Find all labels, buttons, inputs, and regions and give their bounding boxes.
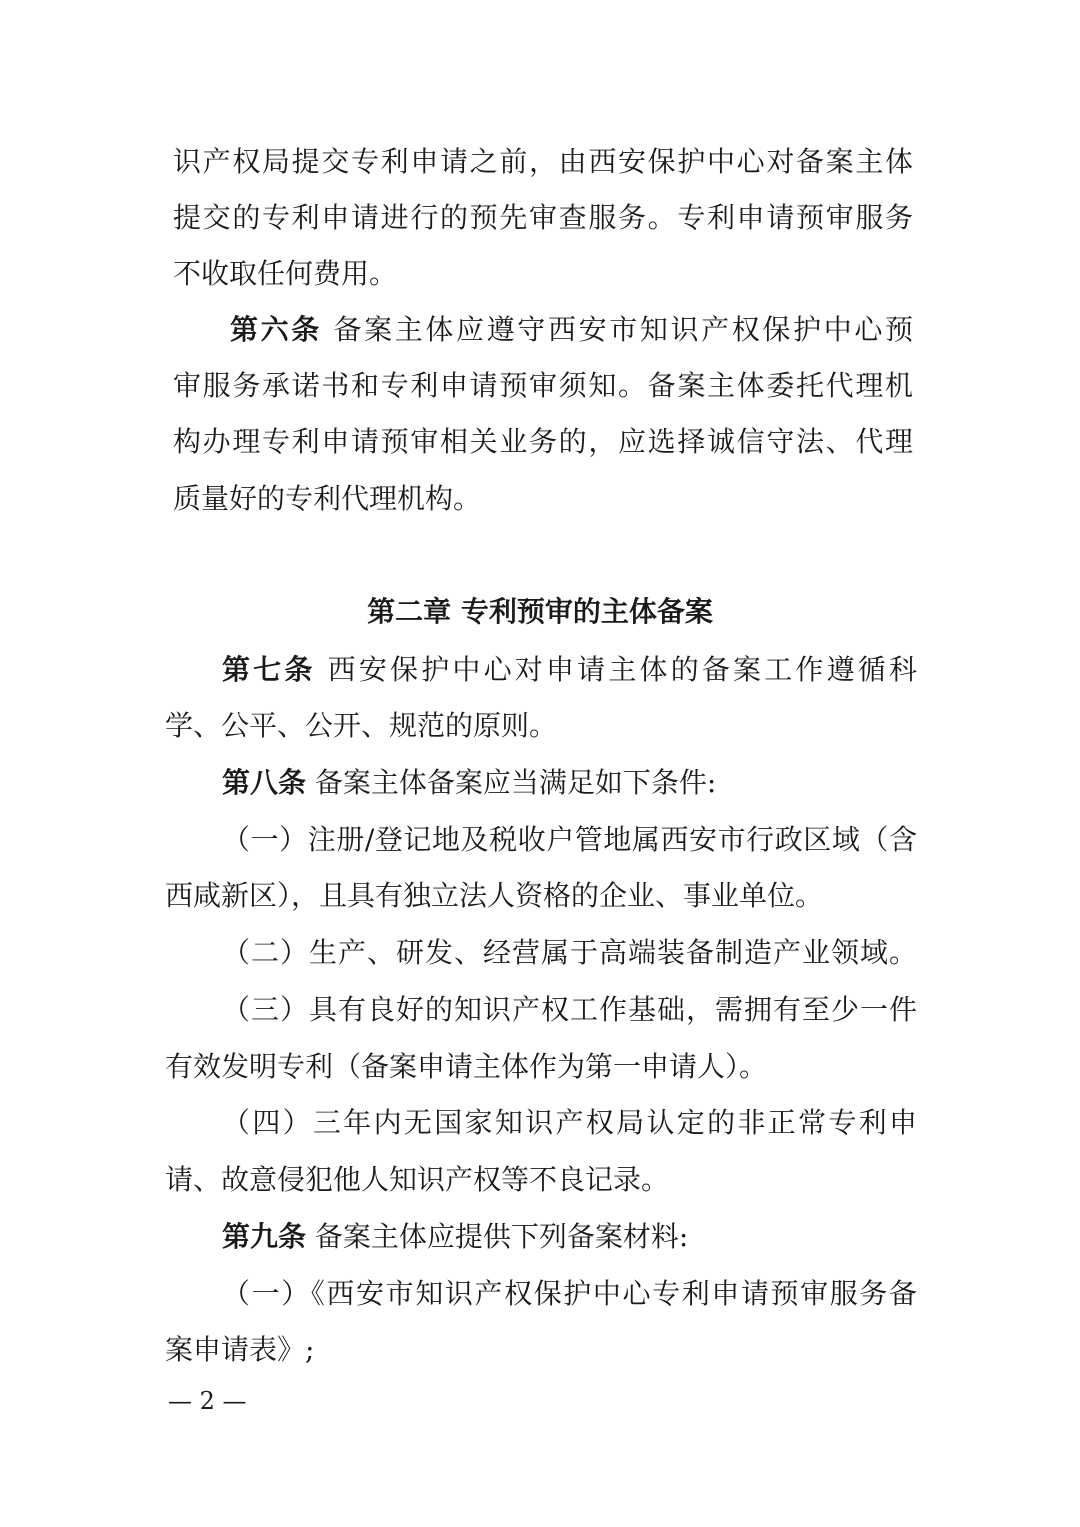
- condition-3-line: （三）具有良好的知识产权工作基础，需拥有至少一件: [222, 993, 917, 1026]
- body-line: 学、公平、公开、规范的原则。: [165, 709, 558, 742]
- body-line: 西咸新区），且具有独立法人资格的企业、事业单位。: [165, 879, 824, 912]
- body-line: 审服务承诺书和专利申请预审须知。备案主体委托代理机: [173, 369, 913, 402]
- body-line: 质量好的专利代理机构。: [173, 482, 482, 515]
- article-8-text: 备案主体备案应当满足如下条件:: [306, 766, 717, 799]
- body-line: 请、故意侵犯他人知识产权等不良记录。: [165, 1163, 670, 1196]
- body-line: 案申请表》;: [165, 1333, 315, 1366]
- condition-4-line: （四）三年内无国家知识产权局认定的非正常专利申: [222, 1106, 917, 1139]
- article-8-line: [222, 763, 917, 803]
- article-9-line: [222, 1217, 917, 1257]
- body-line: 构办理专利申请预审相关业务的，应选择诚信守法、代理: [173, 425, 913, 458]
- page-number: — 2 —: [168, 1387, 247, 1415]
- article-9-text: 备案主体应提供下列备案材料:: [306, 1220, 689, 1253]
- article-7-text: 西安保护中心对申请主体的备案工作遵循科: [315, 653, 917, 686]
- body-line: 识产权局提交专利申请之前，由西安保护中心对备案主体: [173, 145, 913, 178]
- article-6-label: 第六条: [230, 313, 322, 346]
- body-line: 有效发明专利（备案申请主体作为第一申请人）。: [165, 1050, 768, 1083]
- article-6-line: [230, 310, 913, 350]
- chapter-heading: 第二章 专利预审的主体备案: [367, 595, 713, 628]
- article-8-label: 第八条: [222, 766, 307, 799]
- article-6-text: 备案主体应遵守西安市知识产权保护中心预: [321, 313, 913, 346]
- material-1-line: （一）《西安市知识产权保护中心专利申请预审服务备: [222, 1277, 917, 1310]
- article-7-label: 第七条: [222, 653, 316, 686]
- condition-1-line: （一）注册/登记地及税收户管地属西安市行政区域（含: [222, 823, 917, 856]
- body-line: 不收取任何费用。: [173, 257, 398, 290]
- article-7-line: [222, 650, 917, 690]
- body-line: 提交的专利申请进行的预先审查服务。专利申请预审服务: [173, 201, 913, 234]
- article-9-label: 第九条: [222, 1220, 307, 1253]
- condition-2-line: （二）生产、研发、经营属于高端装备制造产业领域。: [222, 936, 917, 969]
